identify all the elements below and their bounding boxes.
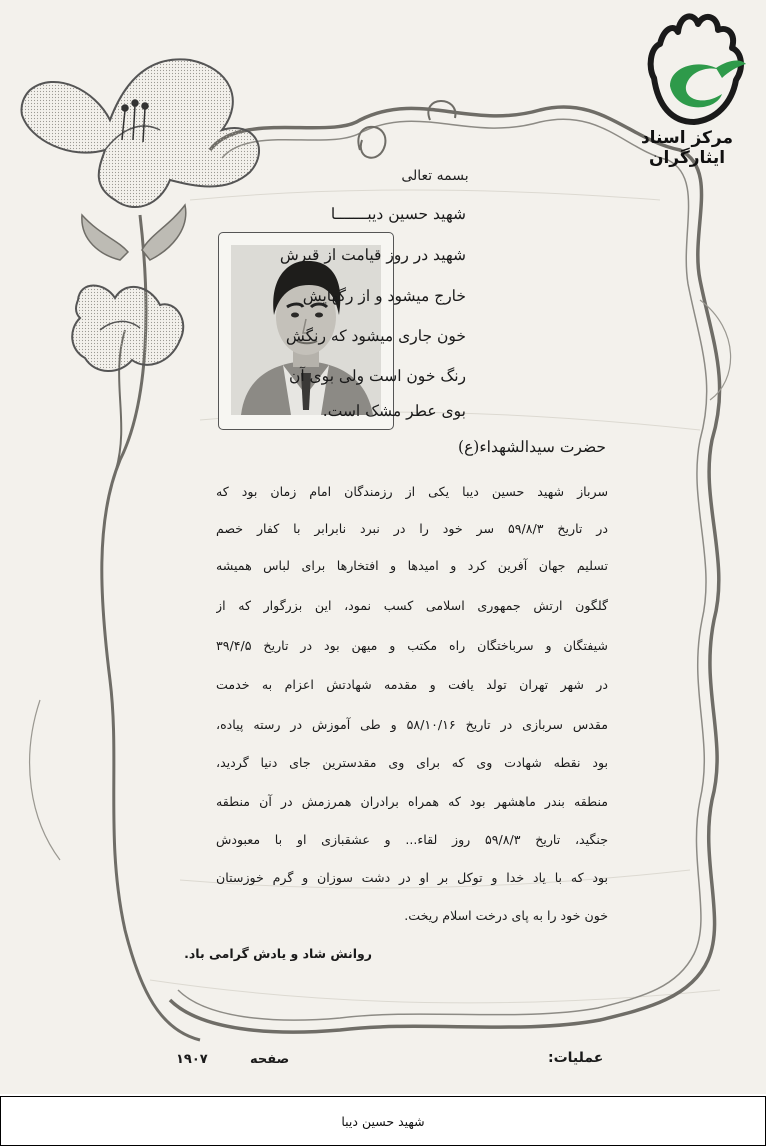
prose-line: خون خود را به پای درخت اسلام ریخت. xyxy=(404,908,608,923)
prose-line: منطقه بندر ماهشهر بود که همراه برادران همرزمش در آن منطقه xyxy=(216,794,608,809)
page-number: ۱۹۰۷ xyxy=(176,1052,208,1067)
prose-line: در شهر تهران تولد یافت و مقدمه شهادتش اعزام به خدمت xyxy=(216,677,608,692)
quote-attribution: حضرت سیدالشهداء(ع) xyxy=(458,438,606,456)
poem-line: بوی عطر مشک است. xyxy=(322,402,466,420)
logo-text: مرکز اسناد ایثارگران xyxy=(640,128,734,168)
closing-line: روانش شاد و یادش گرامی باد. xyxy=(184,946,372,961)
prose-line: جنگید، تاریخ ۵۹/۸/۳ روز لقاء... و عشقبازی او با معبودش xyxy=(216,832,608,847)
poem-line: شهید در روز قیامت از قبرش xyxy=(279,246,466,264)
poem-line: رنگ خون است ولی بوی آن xyxy=(288,367,466,385)
poem-line: شهید حسین دیبـــــــا xyxy=(330,205,466,223)
prose-line: تسلیم جهان آفرین کرد و امیدها و افتخارها برای لباس همیشه xyxy=(216,558,608,573)
prose-line: بود که با یاد خدا و توکل بر او در دشت سوزان و گرم خوزستان xyxy=(216,870,608,885)
poem-line: خون جاری میشود که رنگش xyxy=(285,327,466,345)
prose-line: بود نقطه شهادت وی که برای وی مقدسترین جای دنیا گردید، xyxy=(216,755,608,770)
document-heading: بسمه تعالی xyxy=(401,168,469,184)
prose-line: در تاریخ ۵۹/۸/۳ سر خود را در نبرد نابرابر با کفار خصم xyxy=(216,521,608,536)
caption-text: شهید حسین دیبا xyxy=(341,1113,425,1129)
page-label: صفحه xyxy=(250,1052,290,1067)
prose-line: شیفتگان و سرباختگان راه مکتب و میهن بود در تاریخ ۳۹/۴/۵ xyxy=(216,638,608,653)
prose-line: گلگون ارتش جمهوری اسلامی کسب نمود، این بزرگوار که از xyxy=(216,598,608,613)
prose-line: مقدس سربازی در تاریخ ۵۸/۱۰/۱۶ و طی آموزش در رسته پیاده، xyxy=(216,717,608,732)
caption-bar xyxy=(0,1096,766,1146)
operations-label: عملیات: xyxy=(548,1050,604,1066)
prose-line: سرباز شهید حسین دیبا یکی از رزمندگان امام زمان بود که xyxy=(216,484,608,499)
poem-line: خارج میشود و از رگهایش xyxy=(302,287,466,305)
